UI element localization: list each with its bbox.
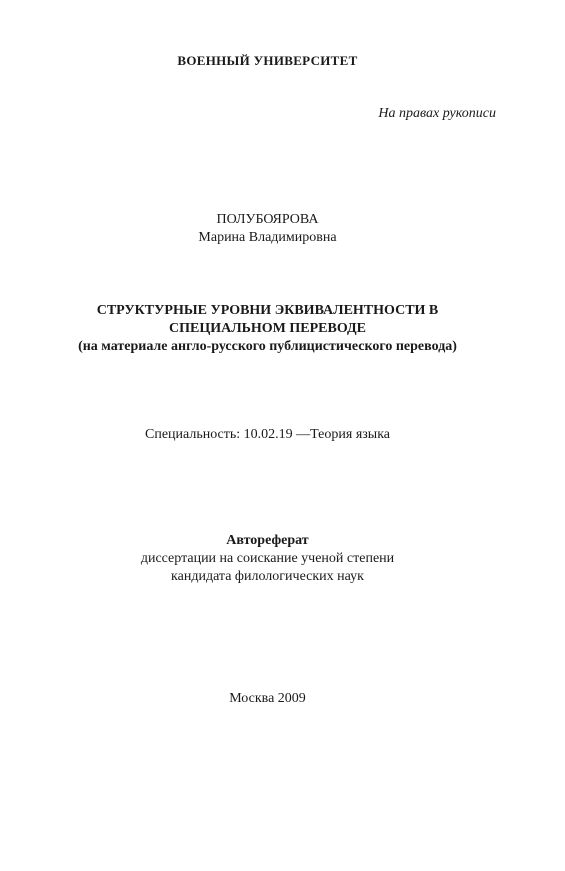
place-and-year: Москва 2009 (229, 691, 306, 706)
dissertation-title-line-1: СТРУКТУРНЫЕ УРОВНИ ЭКВИВАЛЕНТНОСТИ В (96, 303, 439, 318)
author-surname: ПОЛУБОЯРОВА (216, 212, 319, 227)
author-given-names: Марина Владимировна (198, 230, 337, 245)
document-type: Автореферат (226, 533, 309, 548)
degree-description-line-2: кандидата филологических наук (171, 569, 364, 584)
specialty-line: Специальность: 10.02.19 —Теория языка (144, 427, 391, 442)
dissertation-subtitle: (на материале англо-русского публицистического перевода) (78, 339, 457, 354)
institution-name: ВОЕННЫЙ УНИВЕРСИТЕТ (177, 53, 358, 68)
rights-note: На правах рукописи (378, 106, 496, 121)
degree-description-line-1: диссертации на соискание ученой степени (140, 551, 395, 566)
dissertation-title-line-2: СПЕЦИАЛЬНОМ ПЕРЕВОДЕ (168, 321, 367, 336)
